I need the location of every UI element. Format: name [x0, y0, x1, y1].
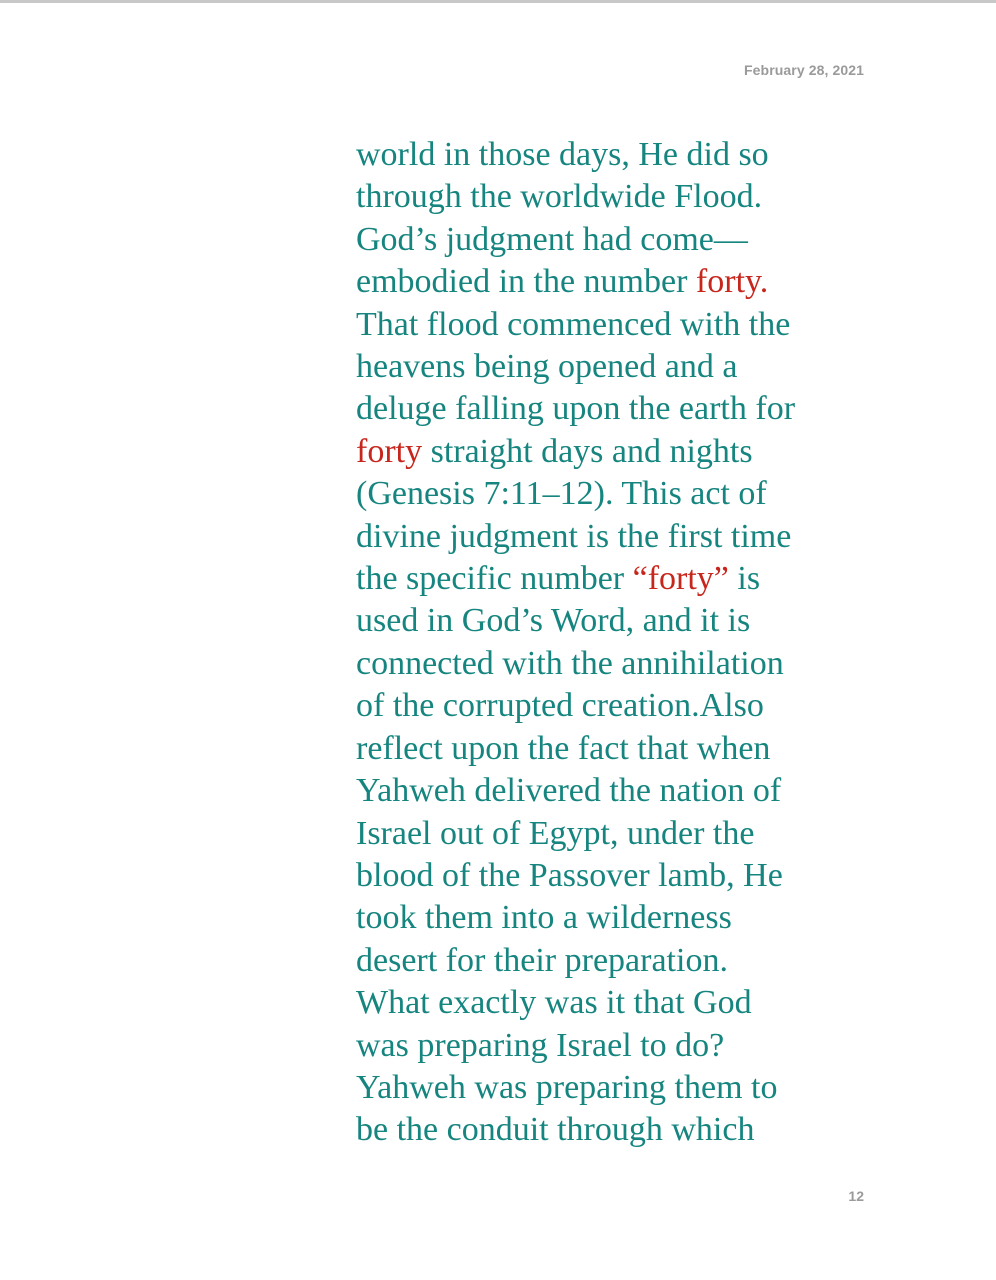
text-segment: was preparing Israel to do? — [356, 1026, 725, 1064]
text-segment: deluge falling upon the earth for — [356, 390, 796, 428]
page-date: February 28, 2021 — [744, 62, 864, 78]
text-line — [356, 261, 876, 303]
text-line — [356, 134, 876, 176]
text-segment: blood of the Passover lamb, He — [356, 856, 783, 894]
text-line — [356, 473, 876, 515]
text-line — [356, 770, 876, 812]
text-line — [356, 304, 876, 346]
text-line — [356, 1025, 876, 1067]
text-segment: Yahweh was preparing them to — [356, 1068, 778, 1106]
text-line — [356, 219, 876, 261]
text-segment: That flood commenced with the — [356, 305, 791, 343]
text-line — [356, 728, 876, 770]
text-segment: embodied in the number — [356, 263, 696, 301]
text-segment: of the corrupted creation.Also — [356, 687, 764, 725]
text-segment: is — [728, 560, 761, 598]
text-segment: Yahweh delivered the nation of — [356, 772, 782, 810]
text-line — [356, 176, 876, 218]
text-segment: used in God’s Word, and it is — [356, 602, 751, 640]
body-paragraph — [356, 134, 876, 1152]
text-segment: took them into a wilderness — [356, 899, 732, 937]
text-line — [356, 388, 876, 430]
page-number: 12 — [848, 1188, 864, 1204]
text-segment: connected with the annihilation — [356, 644, 784, 682]
text-segment: divine judgment is the first time — [356, 517, 792, 555]
text-segment: through the worldwide Flood. — [356, 178, 763, 216]
highlighted-word: “forty” — [632, 560, 729, 598]
text-line — [356, 855, 876, 897]
text-line — [356, 558, 876, 600]
text-segment: straight days and nights — [422, 432, 753, 470]
text-line — [356, 813, 876, 855]
text-segment: reflect upon the fact that when — [356, 729, 771, 767]
text-line — [356, 1067, 876, 1109]
text-segment: What exactly was it that God — [356, 984, 752, 1022]
text-segment: world in those days, He did so — [356, 136, 769, 173]
top-divider — [0, 0, 996, 3]
text-segment: desert for their preparation. — [356, 941, 728, 979]
text-segment: God’s judgment had come— — [356, 220, 748, 258]
text-line — [356, 516, 876, 558]
text-segment: Israel out of Egypt, under the — [356, 814, 755, 852]
text-line — [356, 940, 876, 982]
text-line — [356, 431, 876, 473]
highlighted-word: forty. — [695, 263, 769, 301]
text-line — [356, 685, 876, 727]
text-segment: heavens being opened and a — [356, 348, 738, 386]
highlighted-word: forty — [356, 432, 423, 470]
text-segment: the specific number — [356, 560, 633, 598]
text-segment: (Genesis 7:11–12). This act of — [356, 475, 767, 513]
text-line — [356, 897, 876, 939]
text-line — [356, 346, 876, 388]
text-line — [356, 643, 876, 685]
text-segment: be the conduit through which — [356, 1111, 755, 1149]
text-line — [356, 600, 876, 642]
text-line — [356, 1109, 876, 1151]
text-line — [356, 982, 876, 1024]
